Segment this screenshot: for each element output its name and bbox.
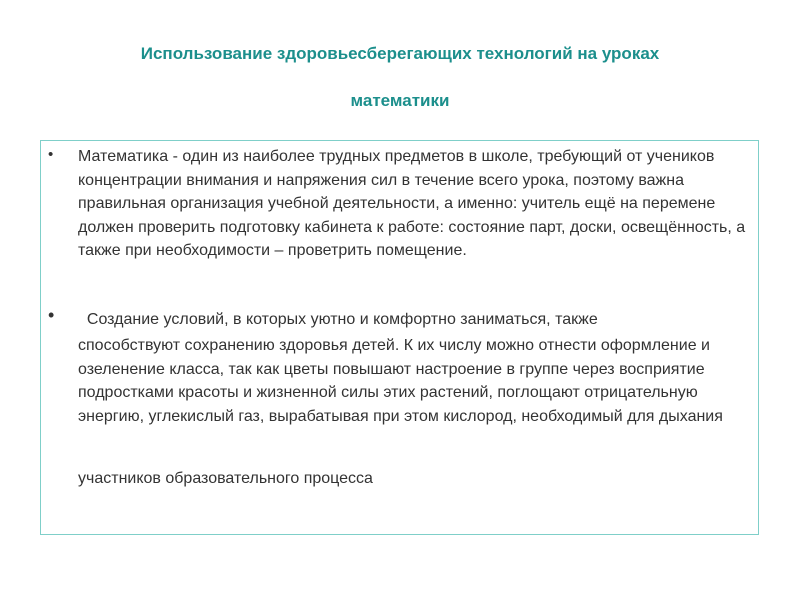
bullet-text-2-first-line: Создание условий, в которых уютно и комфортно заниматься, также: [78, 311, 598, 328]
bullet-marker-2: •: [48, 305, 55, 325]
bullet-marker-1: •: [48, 146, 54, 163]
bullet-text-1: Математика - один из наиболее трудных предметов в школе, требующий от учеников концентрации внимания и напряжения сил в течение всего урока, поэтому важна правильная организация учебной деятельности, а именно: учитель ещё на перемене должен проверить подготовку кабинета к работе: состояние парт, доски, освещённость, а также при необходимости – проветрить помещение.: [78, 148, 746, 259]
title-line-2: математики: [350, 91, 450, 110]
slide-title: [0, 30, 800, 124]
bullet-text-2: способствуют сохранению здоровья детей. К их числу можно отнести оформление и озеленение класса, так как цветы повышают настроение в группе через восприятие подростками красоты и жизненной силы этих растений, поглощают отрицательную энергию, углекислый газ, вырабатывая при этом кислород, необходимый для дыхания: [78, 337, 723, 425]
bullet-text-2-last-line: участников образовательного процесса: [78, 470, 373, 487]
title-line-1: Использование здоровьесберегающих технологий на уроках: [140, 44, 660, 63]
